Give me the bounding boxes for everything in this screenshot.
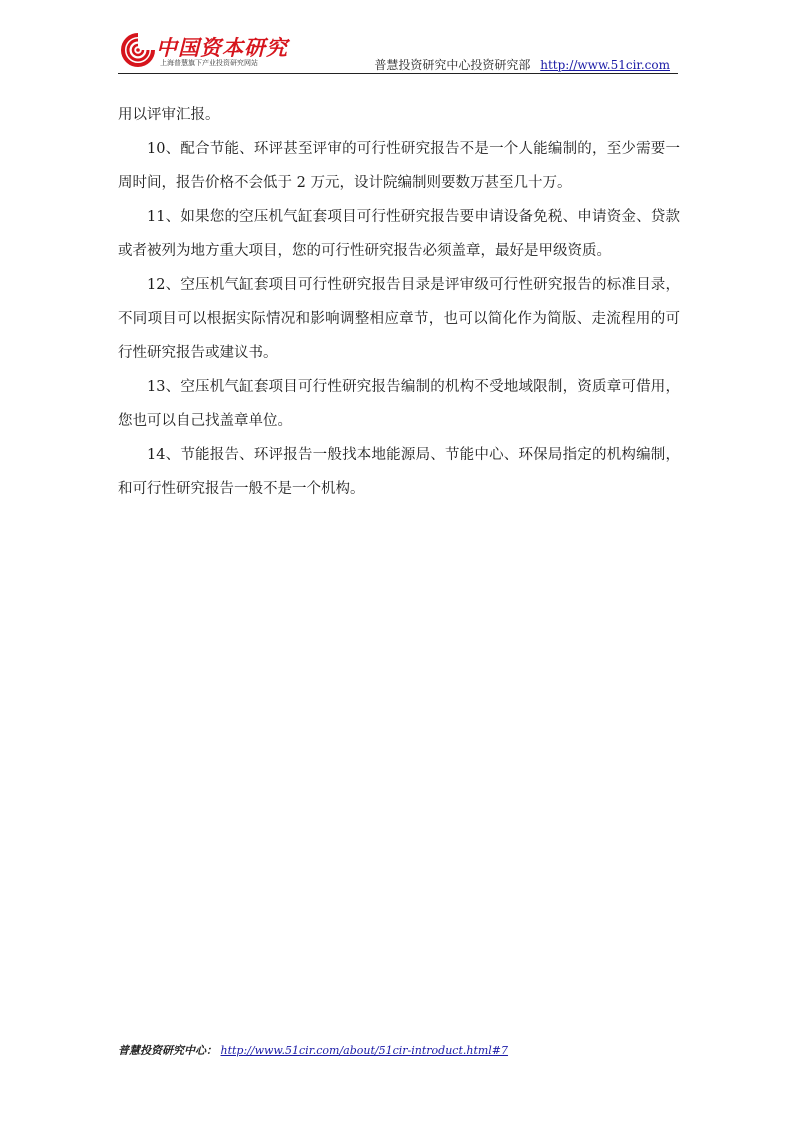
paragraph-item-12: 12、空压机气缸套项目可行性研究报告目录是评审级可行性研究报告的标准目录，不同项目可以根据实际情况和影响调整相应章节，也可以简化作为简版、走流程用的可行性研究报告或建议书。 — [118, 277, 680, 361]
paragraph-continuation: 用以评审汇报。 — [118, 107, 220, 123]
paragraph-item-13: 13、空压机气缸套项目可行性研究报告编制的机构不受地域限制，资质章可借用，您也可以自己找盖章单位。 — [118, 379, 680, 429]
page-header — [118, 30, 678, 74]
header-org-info — [374, 56, 670, 73]
logo-subtitle: 上海普慧旗下产业投资研究网站 — [160, 59, 258, 67]
header-website-link[interactable]: http://www.51cir.com — [540, 58, 670, 72]
header-org-name: 普慧投资研究中心投资研究部 — [374, 58, 531, 72]
logo-swirl-icon — [118, 32, 158, 68]
logo-title: 中国资本研究 — [156, 35, 288, 60]
footer-link[interactable]: http://www.51cir.com/about/51cir-introduct.html#7 — [220, 1044, 509, 1057]
header-divider — [118, 73, 678, 74]
document-body — [118, 98, 680, 506]
page-footer — [118, 1042, 508, 1058]
footer-label: 普慧投资研究中心： — [118, 1044, 217, 1057]
paragraph-item-14: 14、节能报告、环评报告一般找本地能源局、节能中心、环保局指定的机构编制，和可行性研究报告一般不是一个机构。 — [118, 447, 680, 497]
paragraph-item-10: 10、配合节能、环评甚至评审的可行性研究报告不是一个人能编制的，至少需要一周时间，报告价格不会低于 2 万元，设计院编制则要数万甚至几十万。 — [118, 141, 680, 191]
paragraph-item-11: 11、如果您的空压机气缸套项目可行性研究报告要申请设备免税、申请资金、贷款或者被列为地方重大项目，您的可行性研究报告必须盖章，最好是甲级资质。 — [118, 209, 680, 259]
logo[interactable] — [118, 30, 288, 72]
